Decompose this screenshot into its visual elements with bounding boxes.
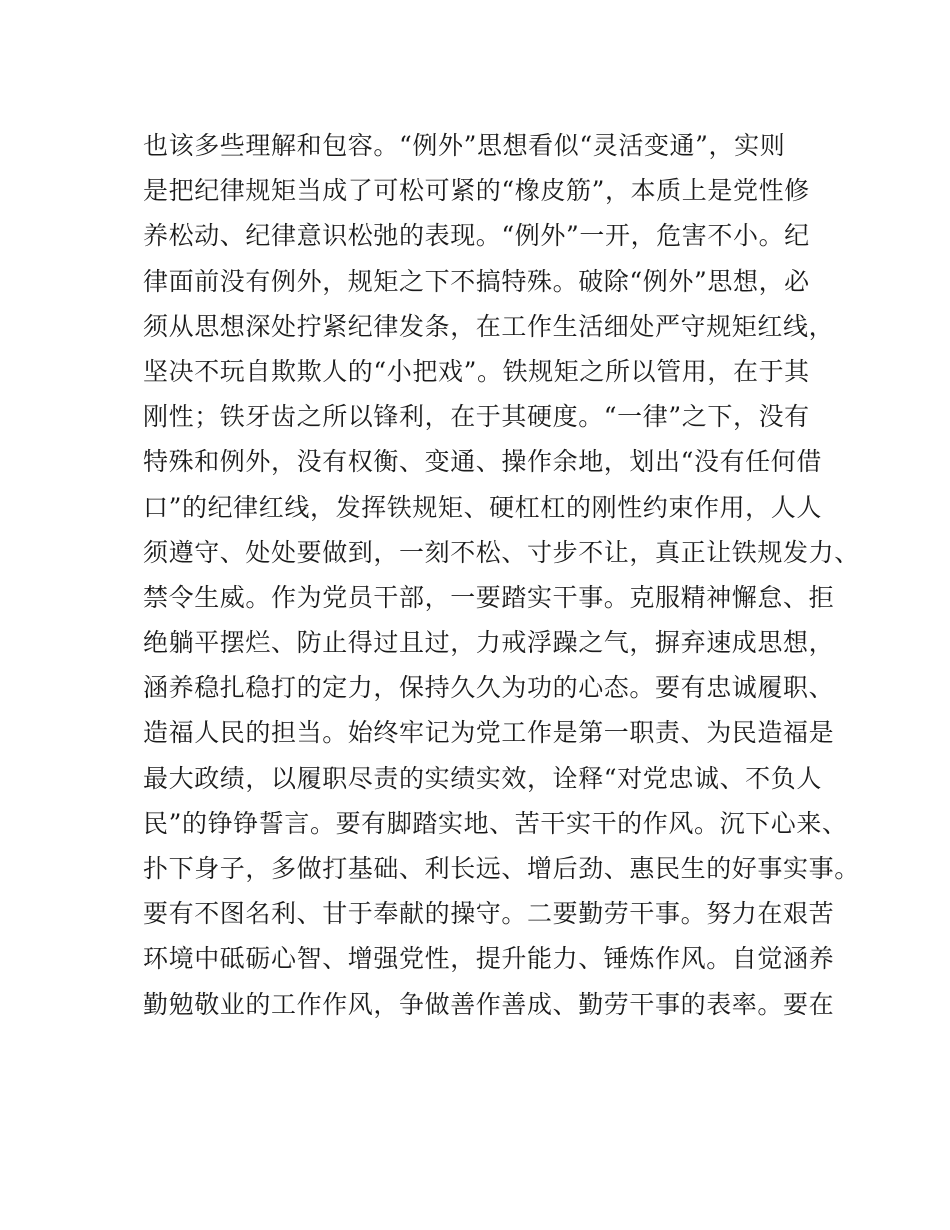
text-line: 须遵守、处处要做到，一刻不松、寸步不让，真正让铁规发力、 bbox=[143, 537, 860, 567]
text-line: 勤勉敬业的工作作风，争做善作善成、勤劳干事的表率。要在 bbox=[143, 989, 835, 1019]
text-line: 刚性；铁牙齿之所以锋利，在于其硬度。“一律”之下，没有 bbox=[143, 402, 810, 432]
text-line: 扑下身子，多做打基础、利长远、增后劲、惠民生的好事实事。 bbox=[143, 854, 860, 883]
text-line: 律面前没有例外，规矩之下不搞特殊。破除“例外”思想，必 bbox=[143, 266, 810, 296]
text-line: 要有不图名利、甘于奉献的操守。二要勤劳干事。努力在艰苦 bbox=[143, 899, 835, 929]
text-line: 须从思想深处拧紧纪律发条，在工作生活细处严守规矩红线， bbox=[143, 311, 835, 341]
text-line: 口”的纪律红线，发挥铁规矩、硬杠杠的刚性约束作用，人人 bbox=[143, 492, 822, 522]
text-line: 养松动、纪律意识松弛的表现。“例外”一开，危害不小。纪 bbox=[143, 221, 810, 251]
text-line: 环境中砥砺心智、增强党性，提升能力、锤炼作风。自觉涵养 bbox=[143, 944, 835, 974]
text-line: 也该多些理解和包容。“例外”思想看似“灵活变通”，实则 bbox=[143, 131, 786, 160]
text-line: 民”的铮铮誓言。要有脚踏实地、苦干实干的作风。沉下心来、 bbox=[143, 808, 848, 838]
text-line: 绝躺平摆烂、防止得过且过，力戒浮躁之气，摒弃速成思想， bbox=[143, 628, 835, 658]
text-line: 最大政绩，以履职尽责的实绩实效，诠释“对党忠诚、不负人 bbox=[143, 763, 822, 793]
text-line: 特殊和例外，没有权衡、变通、操作余地，划出“没有任何借 bbox=[143, 447, 822, 477]
text-line: 涵养稳扎稳打的定力，保持久久为功的心态。要有忠诚履职、 bbox=[143, 673, 835, 703]
text-line: 坚决不玩自欺欺人的“小把戏”。铁规矩之所以管用，在于其 bbox=[143, 356, 810, 386]
body-text bbox=[143, 123, 860, 1027]
text-line: 是把纪律规矩当成了可松可紧的“橡皮筋”，本质上是党性修 bbox=[143, 176, 810, 206]
text-line: 禁令生威。作为党员干部，一要踏实干事。克服精神懈怠、拒 bbox=[143, 582, 835, 612]
text-line: 造福人民的担当。始终牢记为党工作是第一职责、为民造福是 bbox=[143, 718, 835, 748]
